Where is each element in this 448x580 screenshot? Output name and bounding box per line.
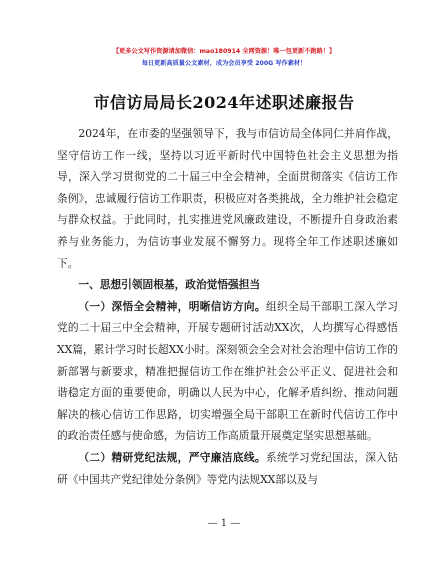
- document-title: 市信访局局长2024年述职述廉报告: [93, 93, 355, 112]
- paragraph-2-lead: （二）精研党纪法规，严守廉洁底线。: [78, 450, 266, 464]
- paragraph-1-lead: （一）深悟全会精神，明晰信访方向。: [78, 299, 266, 313]
- paragraph-1-text: 组织全局干部职工深入学习党的二十届三中全会精神，开展专题研讨活动XX次，人均撰写心得感悟XX篇，累计学习时长超XX小时。深刻领会全会对社会治理中信访工作的新部署与新要求，精准把握信访工作在维护社会公平正义、促进社会和谐稳定方面的重要使命，明确以人民为中心，化解矛盾纠纷、推动问题解决的核心信访工作思路，切实增强全局干部职工在新时代信访工作中的政治责任感与使命感，为信访工作高质量开展奠定坚实思想基础。: [57, 299, 398, 443]
- document-body: [57, 123, 398, 490]
- promo-banner-line-2: 每日更新高质量公文素材，成为会员享受 200G 写作素材！: [141, 60, 307, 67]
- page-number: — 1 —: [207, 518, 241, 529]
- intro-paragraph: 2024年，在市委的坚强领导下，我与市信访局全体同仁并肩作战，坚守信访工作一线，坚持以习近平新时代中国特色社会主义思想为指导，深入学习贯彻党的二十届三中全会精神，全面贯彻落实《信访工作条例》，忠诚履行信访工作职责，积极应对各类挑战，全力维护社会稳定与群众权益。于此同时，扎实推进党风廉政建设，不断提升自身政治素养与业务能力，为信访事业发展不懈努力。现将全年工作述职述廉如下。: [57, 127, 398, 270]
- paragraph-2: [57, 447, 398, 490]
- paragraph-2-text: 系统学习党纪国法，深入钻研《中国共产党纪律处分条例》等党内法规XX部以及与: [57, 450, 398, 486]
- paragraph-1: [57, 296, 398, 447]
- section-heading-1: 一、思想引领固根基，政治觉悟强担当: [78, 278, 261, 292]
- promo-banner-line-1: 【更多公文写作资源请加微信：mao180914 全网资源！唯一包更新不跑路！】: [112, 48, 336, 55]
